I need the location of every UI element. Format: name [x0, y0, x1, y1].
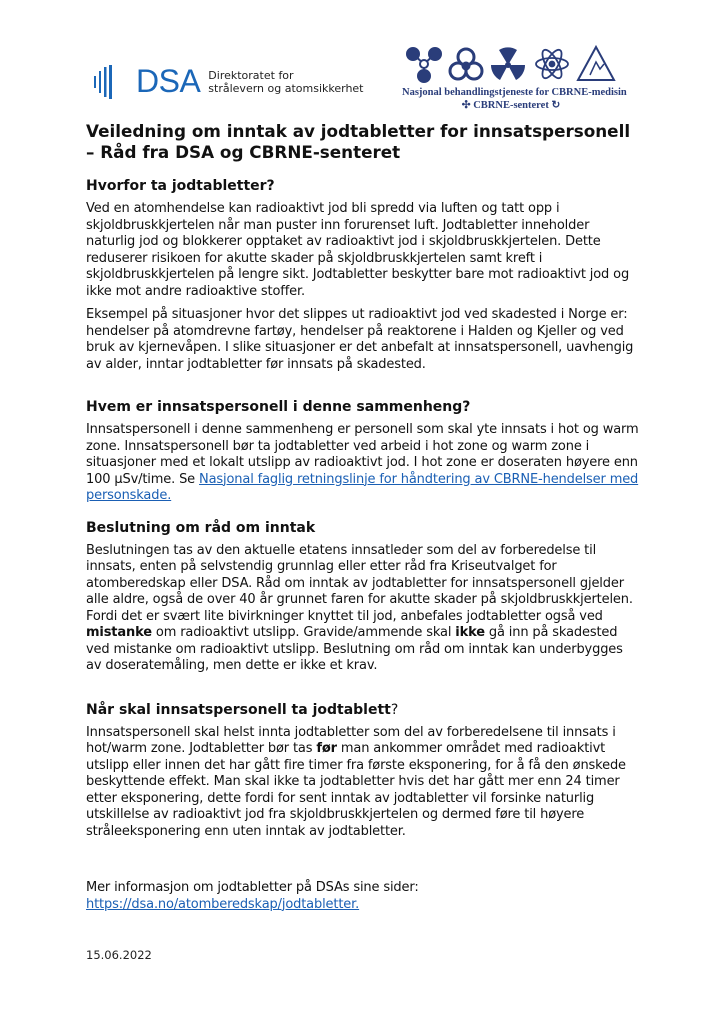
biohazard-icon [450, 49, 482, 79]
section-when-text-b: man ankommer området med radioaktivt utslipp eller innen det har gått fire timer fra første eksponering, for å få den ønskede beskyttende effekt. Man skal ikke ta jodtabletter hvis det har gått mer enn 24 timer etter eksponering, dette fordi for sent inntak av jodtabletter vil forsinke naturlig utskillelse av radioaktivt jod fra skjoldbruskkjertelen og dermed føre til høyere stråleeksponering enn uten inntak av jodtabletter. [86, 741, 626, 839]
chemical-hazard-icon [407, 48, 441, 82]
section-when-heading [86, 701, 642, 719]
cbrne-center-label: CBRNE-senteret [473, 100, 549, 111]
section-when-heading-text: Når skal innsatspersonell ta jodtablett [86, 701, 391, 718]
dsa-subtitle [208, 69, 363, 95]
section-why-heading: Hvorfor ta jodtabletter? [86, 178, 275, 194]
section-when [86, 701, 642, 841]
emphasis-not: ikke [455, 625, 485, 640]
section-decision-text-a: Beslutningen tas av den aktuelle etatens innsatleder som del av forberedelse til innsats, enten på selvstendig grunnlag eller etter råd fra Kriseutvalget for atomberedskap eller DSA. Råd om inntak av jodtabletter for innsatspersonell gjelder alle aldre, også de over 40 år grunnet faren for akutte skader på skjoldbruskkjertelen. Fordi det er svært lite bivirkninger knyttet til jod, anbefales jodtabletter også ved [86, 542, 633, 624]
emphasis-suspicion: mistanke [86, 625, 152, 640]
refresh-icon: ↻ [551, 100, 561, 111]
nuclear-atom-icon [536, 47, 568, 81]
section-decision-text-c: gå inn på skadested ved mistanke om radioaktivt utslipp. Beslutning om råd om inntak kan underbygges av doseratemåling, men dette er ikke et krav. [86, 625, 623, 673]
section-when-heading-mark: ? [390, 701, 399, 718]
section-decision [86, 519, 642, 675]
cross-icon: ✣ [461, 100, 471, 111]
cbrne-hazard-icons [402, 42, 620, 86]
dsa-emblem-icon [92, 64, 138, 100]
more-info-text: Mer informasjon om jodtabletter på DSAs sine sider: [86, 880, 419, 895]
explosive-icon [578, 47, 614, 80]
radiation-icon [491, 47, 525, 80]
document-date: 15.06.2022 [86, 948, 152, 962]
dsa-wordmark: DSA [136, 62, 201, 99]
section-why-paragraph-2: Eksempel på situasjoner hvor det slippes ut radioaktivt jod ved skadested i Norge er: hendelser på atomdrevne fartøy, hendelser på reaktorene i Halden og Kjeller og ved bruk av kjernevåpen. I slike situasjoner er det anbefalt at innsatspersonell, uavhengig av alder, inntar jodtabletter før innsats på skadested. [86, 307, 634, 372]
section-decision-heading: Beslutning om råd om inntak [86, 519, 316, 536]
section-when-text-a: Innsatspersonell skal helst innta jodtabletter som del av forberedelsene til innsats i hot/warm zone. Jodtabletter bør tas [86, 724, 616, 756]
section-who-paragraph [86, 422, 642, 505]
section-who [86, 398, 642, 505]
more-info-link-line [86, 897, 642, 914]
section-decision-paragraph [86, 543, 642, 675]
dsa-subtitle-line1: Direktoratet for [208, 69, 294, 82]
section-why [86, 177, 642, 373]
cbrne-logo [402, 42, 627, 111]
section-when-paragraph [86, 725, 642, 841]
section-who-text: Innsatspersonell i denne sammenheng er personell som skal yte innsats i hot og warm zone. Innsatspersonell bør ta jodtabletter ved arbeid i hot zone og warm zone i situasjoner med et lokalt utslipp av radioaktivt jod. I hot zone er doseraten høyere enn 100 µSv/time. Se [86, 422, 639, 487]
document-title: Veiledning om inntak av jodtabletter for innsatspersonell – Råd fra DSA og CBRNE-senteret [86, 121, 631, 162]
cbrne-service-name: Nasjonal behandlingstjeneste for CBRNE-medisin [402, 87, 627, 98]
dsa-logo [92, 64, 364, 100]
document-body [86, 121, 642, 913]
section-why-paragraph-1: Ved en atomhendelse kan radioaktivt jod bli spredd via luften og tatt opp i skjoldbruskkjertelen når man puster inn forurenset luft. Jodtabletter inneholder naturlig jod og blokkerer opptaket av radioaktivt jod i skjoldbruskkjertelen. Dette reduserer risikoen for akutte skader på skjoldbruskkjertelen samt kreft i skjoldbruskkjertelen på lengre sikt. Jodtabletter beskytter bare mot radioaktivt jod og ikke mot andre radioaktive stoffer. [86, 201, 630, 299]
section-who-heading: Hvem er innsatspersonell i denne sammenheng? [86, 399, 471, 415]
more-info [86, 880, 642, 913]
section-decision-text-b: om radioaktivt utslipp. Gravide/ammende skal [151, 625, 456, 640]
guideline-link[interactable]: Nasjonal faglig retningslinje for håndtering av CBRNE-hendelser med personskade. [86, 471, 639, 503]
dsa-subtitle-line2: strålevern og atomsikkerhet [208, 82, 364, 95]
emphasis-before: før [316, 741, 337, 756]
cbrne-center-name [402, 99, 620, 111]
dsa-jodtabletter-link[interactable]: https://dsa.no/atomberedskap/jodtabletter. [86, 896, 360, 912]
